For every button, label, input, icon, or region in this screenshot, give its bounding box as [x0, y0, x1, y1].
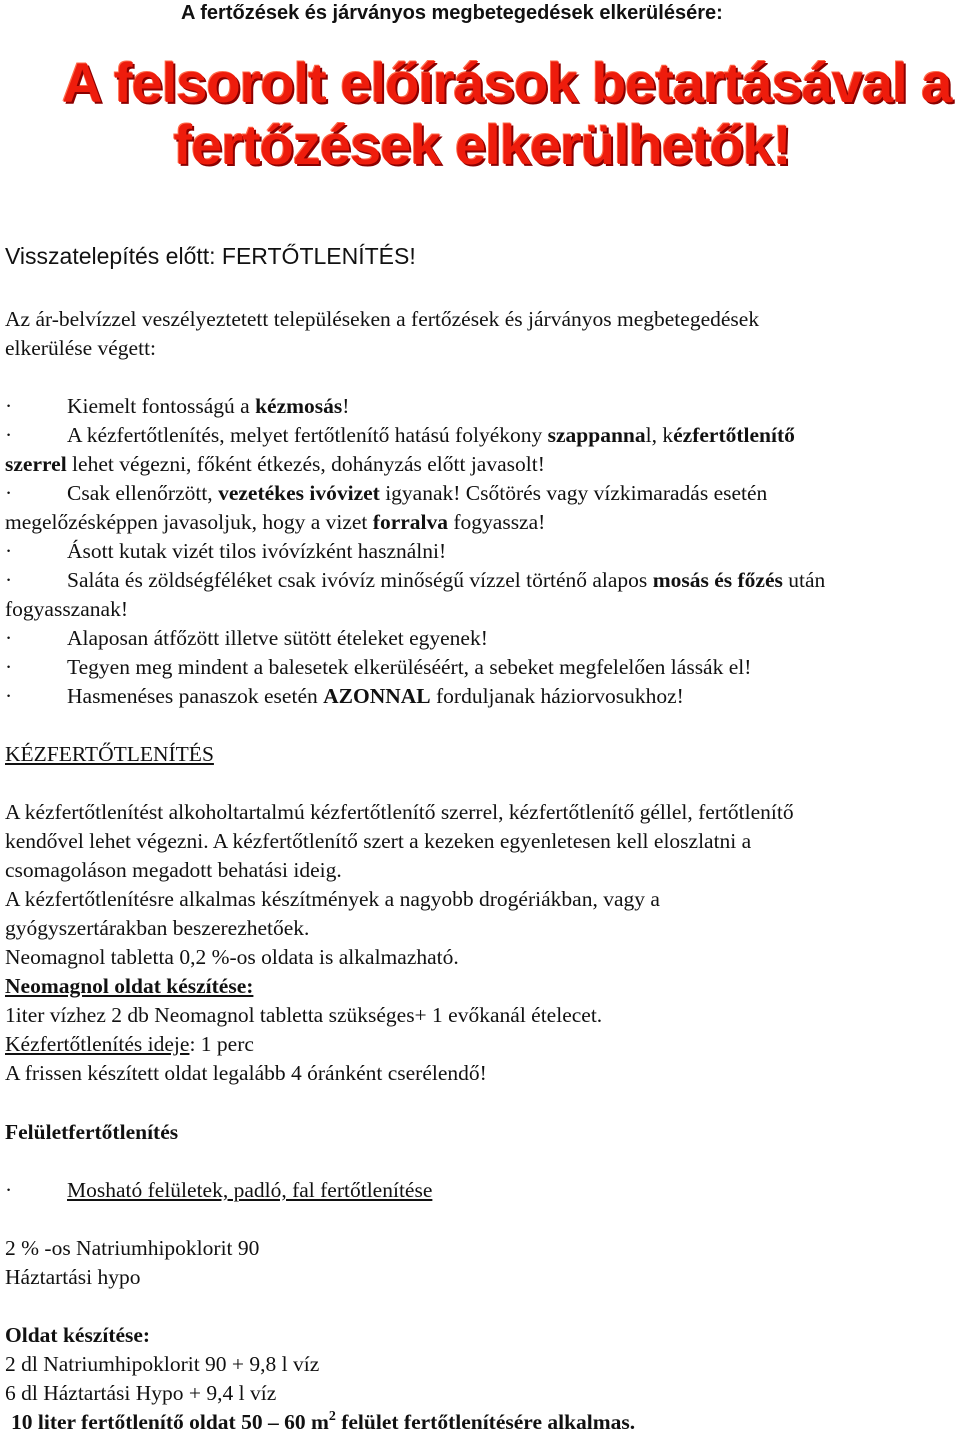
kez-paragraph-line-4: A kézfertőtlenítésre alkalmas készítmények a nagyobb drogériákban, vagy a [5, 887, 660, 911]
oldat-coverage-note: 10 liter fertőtlenítő oldat 50 – 60 $m^2$ felület fertőtlenítésére alkalmas. [11, 1409, 636, 1434]
kez-paragraph-line-3: csomagoláson megadott behatási ideig. [5, 858, 342, 882]
bullet-marker: · [5, 626, 13, 650]
neomagnol-recipe: 1iter vízhez 2 db Neomagnol tabletta szükséges+ 1 evőkanál ételecet. [5, 1003, 603, 1027]
list-item-etelek: · Alaposan átfőzött illetve sütött ételeket egyenek! [5, 626, 488, 650]
oldat-title: Oldat készítése: [5, 1323, 151, 1347]
bullet-marker: · [5, 423, 13, 447]
list-item-ivoviz-cont: megelőzésképpen javasoljuk, hogy a vizet forralva fogyassza! [5, 510, 546, 534]
kez-paragraph-line-2: kendővel lehet végezni. A kézfertőtlenítő szert a kezeken egyenletesen kell eloszlatni a [5, 829, 752, 853]
product-natriumhipoklorit: 2 % -os Natriumhipoklorit 90 [5, 1236, 260, 1260]
list-item-asott-kutak: · Ásott kutak vizét tilos ivóvízként használni! [5, 539, 447, 563]
oldat-csere-note: A frissen készített oldat legalább 4 óránként cserélendő! [5, 1061, 487, 1085]
list-item-salata-cont: fogyasszanak! [5, 597, 128, 621]
list-item-balesetek: · Tegyen meg mindent a balesetek elkerüléséért, a sebeket megfelelően lássák el! [5, 655, 752, 679]
oldat-recipe-1: 2 dl Natriumhipoklorit 90 + 9,8 l víz [5, 1352, 320, 1376]
page-heading: A fertőzések és járványos megbetegedések elkerülésére: [181, 2, 723, 24]
intro-line-1: Az ár-belvízzel veszélyeztetett településeken a fertőzések és járványos megbetegedések [5, 307, 760, 331]
neomagnol-title: Neomagnol oldat készítése: [5, 974, 254, 998]
list-item-kezmosas: · Kiemelt fontosságú a kézmosás! [5, 394, 350, 418]
warning-banner [62, 51, 952, 182]
bullet-marker: · [5, 568, 13, 592]
kez-paragraph-line-5: gyógyszertárakban beszerezhetőek. [5, 916, 310, 940]
list-item-salata: · Saláta és zöldségféléket csak ivóvíz minőségű vízzel történő alapos mosás és főzés után [5, 568, 826, 592]
bullet-marker: · [5, 684, 13, 708]
bullet-marker: · [5, 481, 13, 505]
bullet-marker: · [5, 655, 13, 679]
kez-paragraph-line-1: A kézfertőtlenítést alkoholtartalmú kézfertőtlenítő szerrel, kézfertőtlenítő géllel, fertőtlenítő [5, 800, 794, 824]
superscript-2: 2 [328, 1409, 336, 1424]
section-title-feluletfertotlenites: Felületfertőtlenítés [5, 1120, 179, 1144]
list-item-kezfertotlenites-cont: szerrel lehet végezni, főként étkezés, dohányzás előtt javasolt! [5, 452, 545, 476]
bullet-marker: · [5, 1178, 13, 1202]
section-title-visszatelepites: Visszatelepítés előtt: FERTŐTLENÍTÉS! [5, 243, 416, 269]
oldat-recipe-2: 6 dl Háztartási Hypo + 9,4 l víz [5, 1381, 277, 1405]
list-item-kezfertotlenites: · A kézfertőtlenítés, melyet fertőtlenítő hatású folyékony szappannal, kézfertőtlenítő [5, 423, 795, 447]
kez-paragraph-line-6: Neomagnol tabletta 0,2 %-os oldata is alkalmazható. [5, 945, 459, 969]
bullet-marker: · [5, 539, 13, 563]
intro-line-2: elkerülése végett: [5, 336, 157, 360]
banner-line-1: A felsorolt előírások betartásával a [62, 51, 952, 114]
list-item-ivoviz: · Csak ellenőrzött, vezetékes ivóvizet igyanak! Csőtörés vagy vízkimaradás esetén [5, 481, 768, 505]
kezfertotlenites-ideje: Kézfertőtlenítés ideje: 1 perc [5, 1032, 254, 1056]
list-item-moshato-feluletek: · Mosható felületek, padló, fal fertőtlenítése [5, 1178, 433, 1202]
section-title-kezfertotlenites: KÉZFERTŐTLENÍTÉS [5, 742, 214, 766]
bullet-marker: · [5, 394, 13, 418]
banner-line-2: fertőzések elkerülhetők! [173, 113, 791, 176]
list-item-hasmenes: · Hasmenéses panaszok esetén AZONNAL forduljanak háziorvosukhoz! [5, 684, 684, 708]
product-hypo: Háztartási hypo [5, 1265, 141, 1289]
